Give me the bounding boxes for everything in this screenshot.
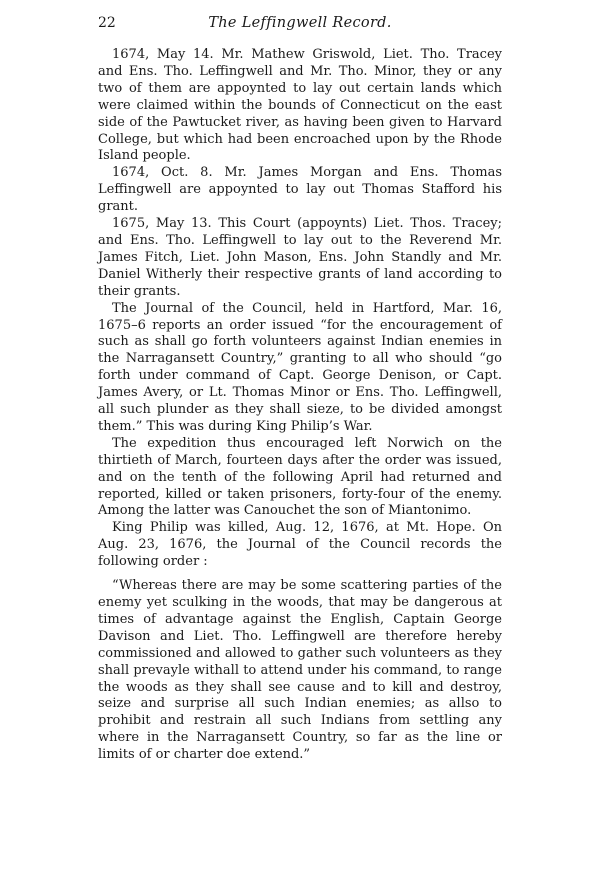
body-text [98, 47, 502, 764]
paragraph: The Journal of the Council, held in Hartford, Mar. 16, 1675–6 reports an order issued “for the encouragement of such as shall go forth volunteers against Indian enemies in the Narragansett Country,” granting to all who should “go forth under command of Capt. George Denison, or Capt. James Avery, or Lt. Thomas Minor or Ens. Tho. Leffingwell, all such plunder as they shall sieze, to be divided amongst them.” This was during King Philip’s War. [98, 300, 502, 434]
paragraph: 1674, Oct. 8. Mr. James Morgan and Ens. Thomas Leffingwell are appoynted to lay out Thomas Stafford his grant. [98, 165, 502, 215]
page-number: 22 [98, 15, 116, 31]
paragraph: The expedition thus encouraged left Norwich on the thirtieth of March, fourteen days after the order was issued, and on the tenth of the following April had returned and reported, killed or taken prisoners, forty-four of the enemy. Among the latter was Canouchet the son of Miantonimo. [98, 435, 502, 519]
paragraph: 1674, May 14. Mr. Mathew Griswold, Liet. Tho. Tracey and Ens. Tho. Leffingwell and Mr. Tho. Minor, they or any two of them are appoynted to lay out certain lands which were claimed within the bounds of Connecticut on the east side of the Pawtucket river, as having been given to Harvard College, but which had been encroached upon by the Rhode Island people. [98, 47, 502, 164]
paragraph: King Philip was killed, Aug. 12, 1676, at Mt. Hope. On Aug. 23, 1676, the Journal of the Council records the following order : [98, 520, 502, 570]
running-title: The Leffingwell Record. [208, 15, 392, 31]
paragraph: 1675, May 13. This Court (appoynts) Liet. Thos. Tracey; and Ens. Tho. Leffingwell to lay out to the Reverend Mr. James Fitch, Liet. John Mason, Ens. John Standly and Mr. Daniel Witherly their respective grants of land according to their grants. [98, 216, 502, 299]
block-quote: “Whereas there are may be some scattering parties of the enemy yet sculking in the woods, that may be dangerous at times of advantage against the English, Captain George Davison and Liet. Tho. Leffingwell are therefore hereby commissioned and allowed to gather such volunteers as they shall prevayle withall to attend under his command, to range the woods as they shall see cause and to kill and destroy, seize and surprise all such Indian enemies; as allso to prohibit and restrain all such Indians from settling any where in the Narragansett Country, so far as the line or limits of or charter doe extend.” [98, 578, 502, 763]
page-header [0, 14, 600, 34]
